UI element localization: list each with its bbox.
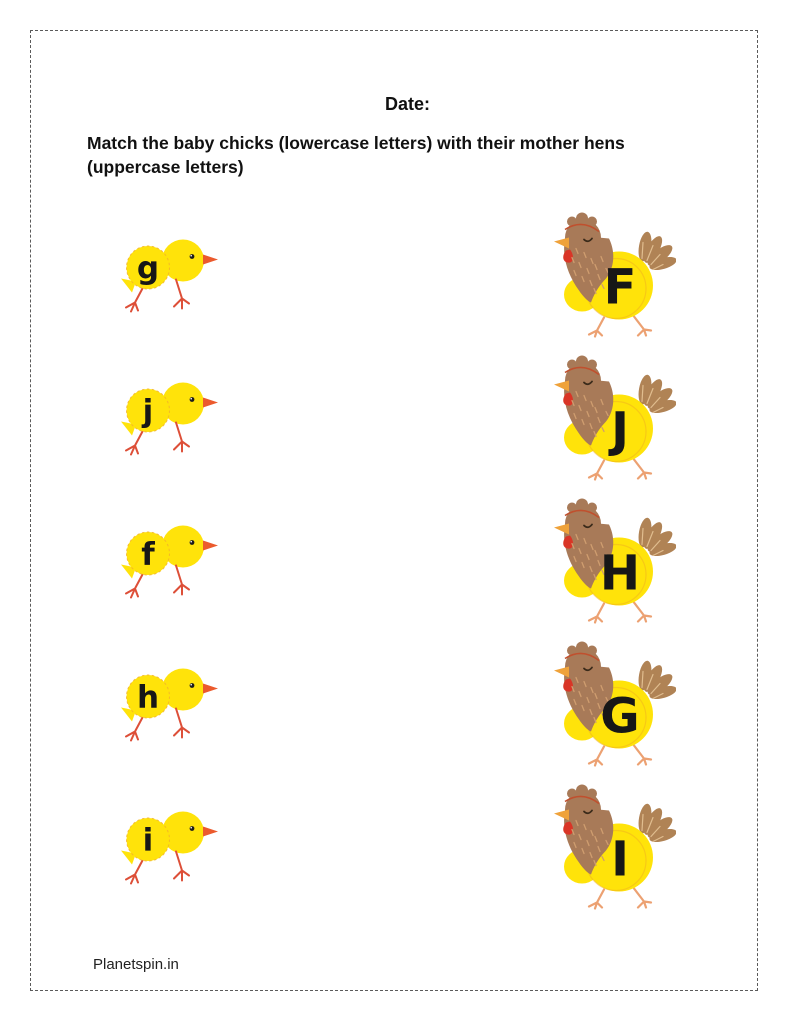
- chick-beak-icon: [203, 683, 218, 693]
- date-label: Date:: [385, 94, 431, 114]
- hen-icon: [546, 212, 676, 338]
- chick-icon: [121, 234, 221, 316]
- chick-icon: [121, 806, 221, 888]
- hen-figure: [546, 498, 676, 629]
- hen-beak-icon: [554, 523, 569, 534]
- chick-eye: [190, 540, 195, 545]
- hen-legs: [589, 602, 651, 622]
- hen-letter: I: [611, 831, 629, 887]
- chick-beak-icon: [203, 397, 218, 407]
- chick-beak-icon: [203, 254, 218, 264]
- chick-eye: [190, 826, 195, 831]
- hen-letter: G: [600, 688, 640, 744]
- chick-figure: [121, 520, 221, 607]
- chick-eye: [190, 397, 195, 402]
- chick-icon: [121, 377, 221, 459]
- matching-area: [0, 206, 791, 921]
- chick-figure: [121, 663, 221, 750]
- hen-icon: [546, 784, 676, 910]
- hen-beak-icon: [554, 666, 569, 677]
- hen-figure: [546, 784, 676, 915]
- hen-beak-icon: [554, 380, 569, 391]
- hen-letter: J: [611, 402, 629, 458]
- hen-icon: [546, 641, 676, 767]
- instruction-line-2: (uppercase letters): [87, 157, 244, 177]
- chick-letter: j: [142, 393, 154, 429]
- matching-row: [0, 635, 791, 778]
- chick-beak-icon: [203, 540, 218, 550]
- chick-letter: g: [136, 250, 160, 286]
- chick-letter: h: [136, 679, 160, 715]
- hen-legs: [589, 316, 651, 336]
- hen-beak-icon: [554, 809, 569, 820]
- instruction-line-1: Match the baby chicks (lowercase letters) with their mother hens: [87, 133, 625, 153]
- matching-row: [0, 206, 791, 349]
- matching-row: [0, 349, 791, 492]
- instruction-text: [87, 131, 727, 179]
- hen-icon: [546, 355, 676, 481]
- chick-figure: [121, 806, 221, 893]
- chick-beak-icon: [203, 826, 218, 836]
- chick-letter: i: [142, 822, 154, 858]
- hen-letter: H: [599, 545, 641, 601]
- hen-legs: [589, 745, 651, 765]
- hen-legs: [589, 888, 651, 908]
- footer-brand: Planetspin.in: [93, 956, 179, 973]
- chick-eye: [190, 254, 195, 259]
- chick-eye: [190, 683, 195, 688]
- matching-row: [0, 778, 791, 921]
- hen-letter: F: [603, 259, 637, 315]
- hen-figure: [546, 641, 676, 772]
- hen-figure: [546, 355, 676, 486]
- chick-icon: [121, 663, 221, 745]
- chick-figure: [121, 234, 221, 321]
- chick-figure: [121, 377, 221, 464]
- hen-icon: [546, 498, 676, 624]
- hen-legs: [589, 459, 651, 479]
- matching-row: [0, 492, 791, 635]
- hen-beak-icon: [554, 237, 569, 248]
- chick-letter: f: [141, 536, 155, 572]
- chick-icon: [121, 520, 221, 602]
- hen-figure: [546, 212, 676, 343]
